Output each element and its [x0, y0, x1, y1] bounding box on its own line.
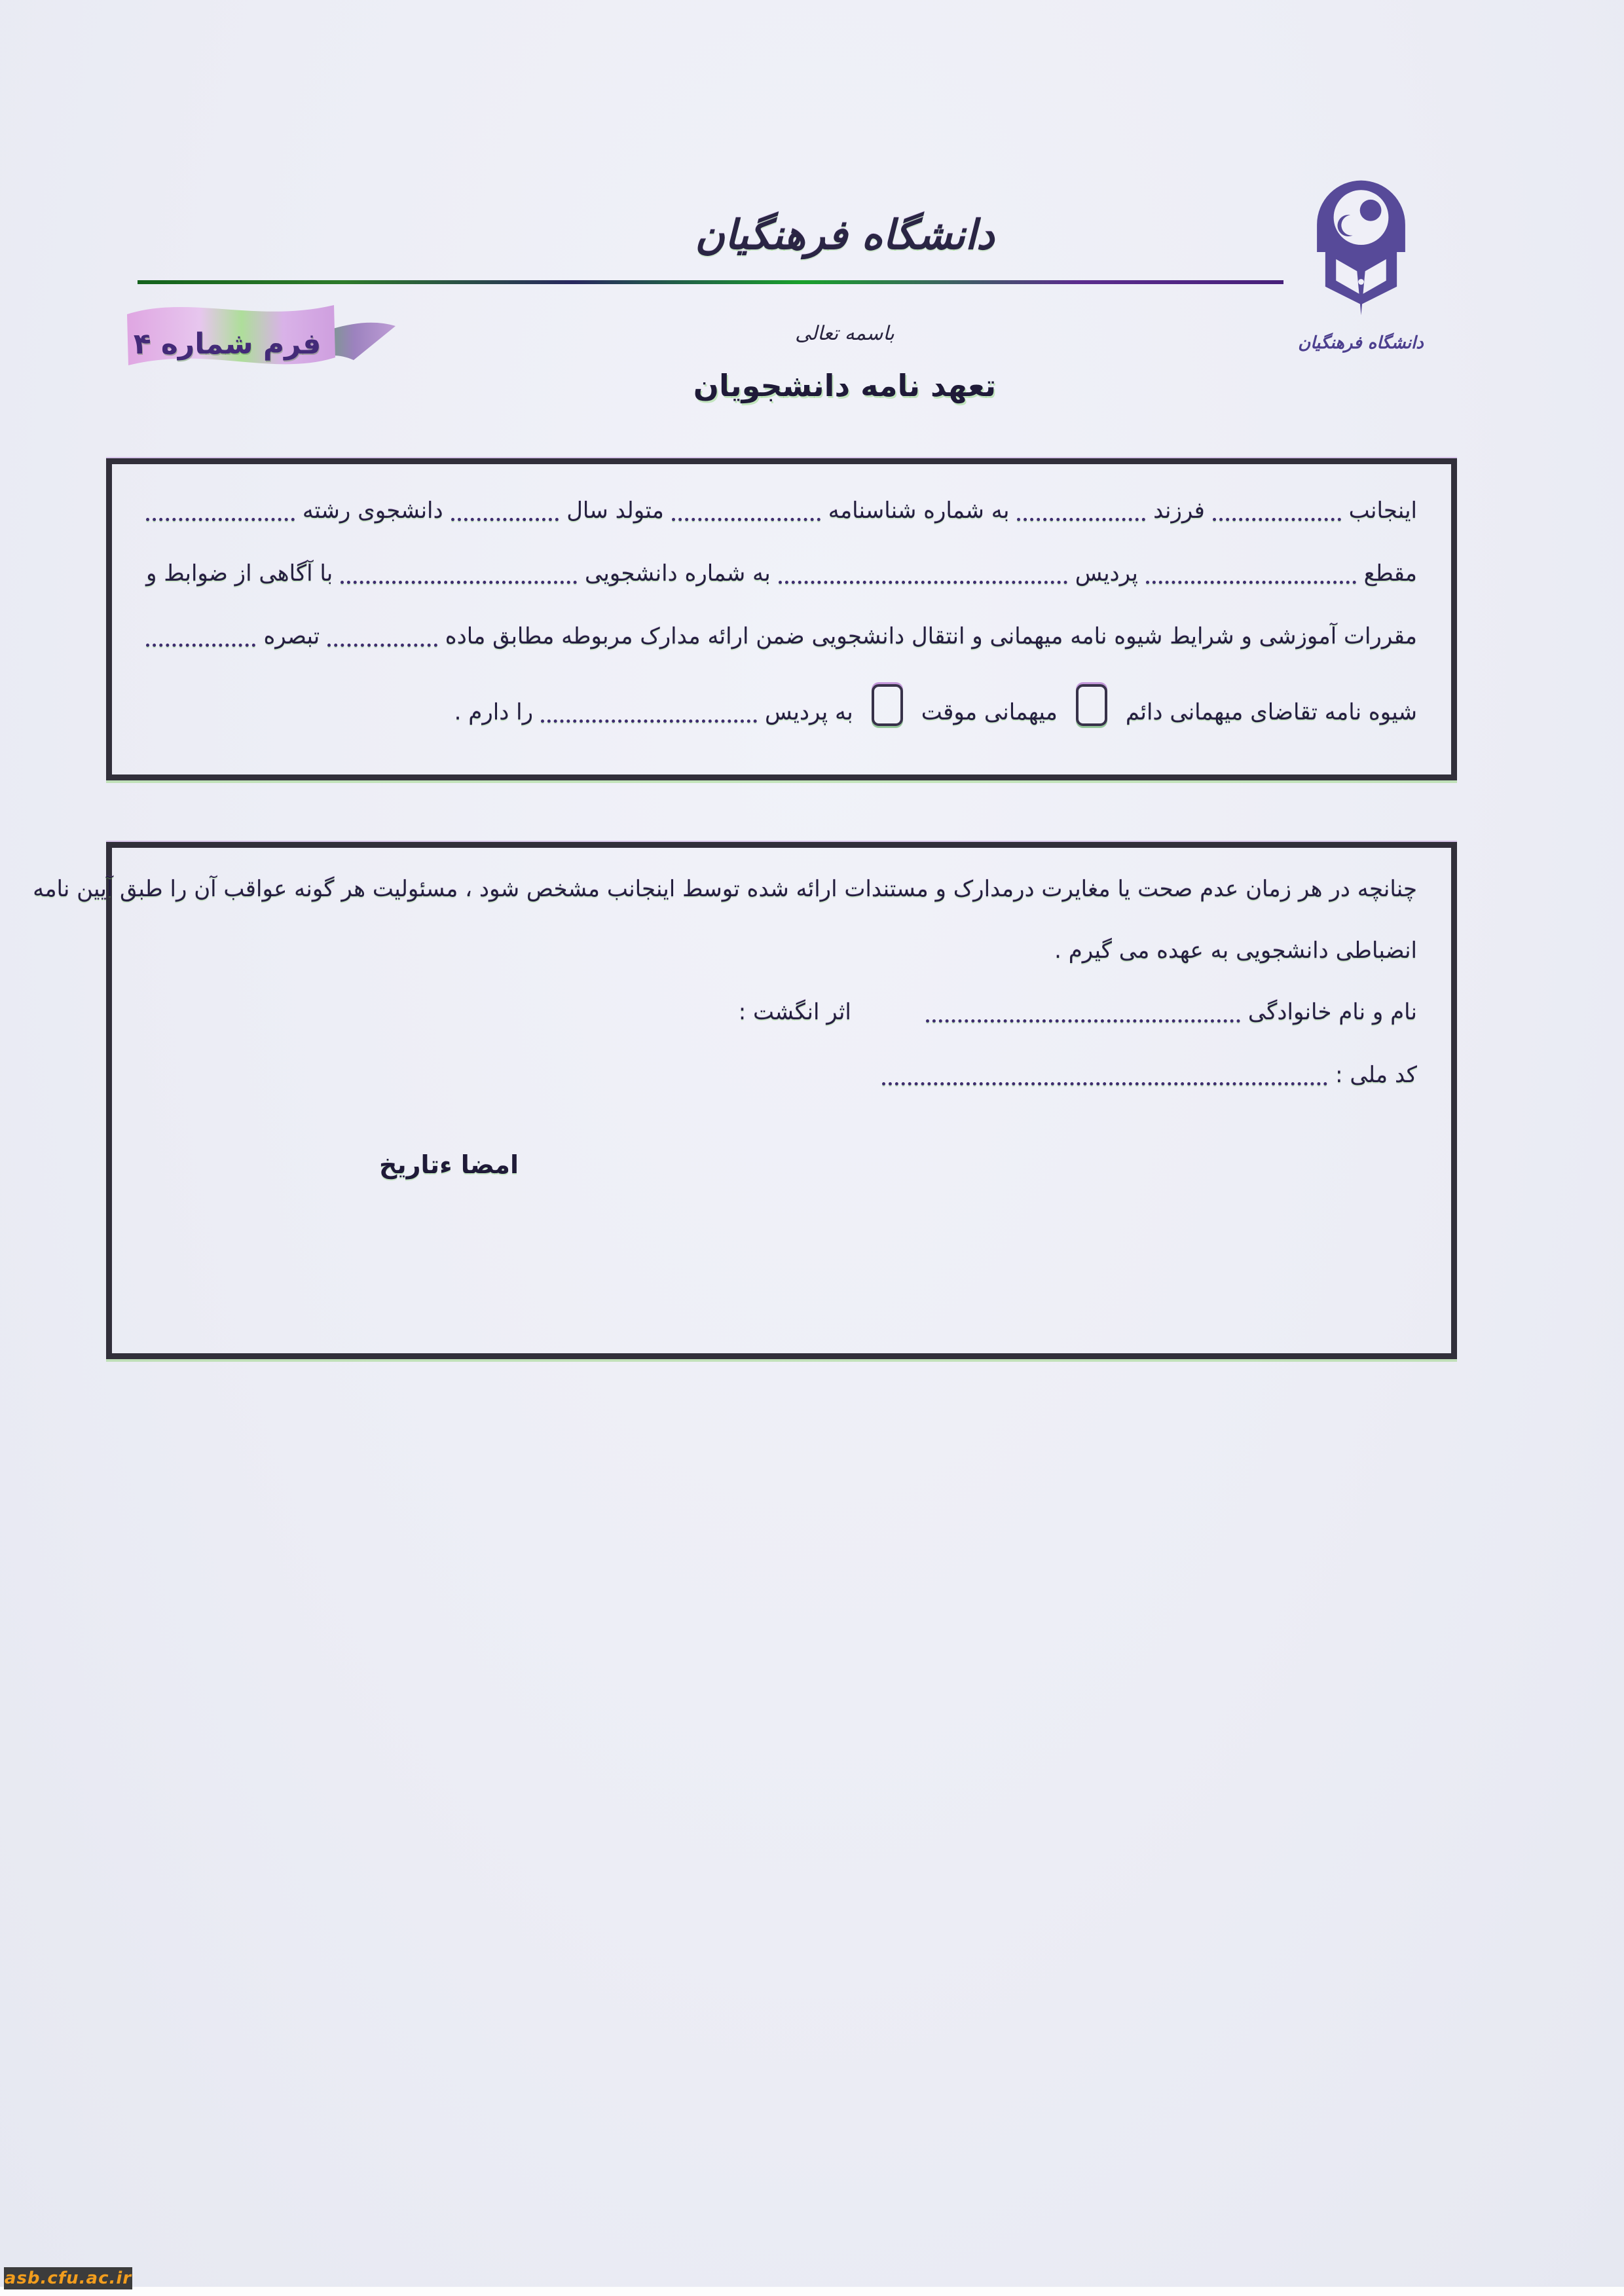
bismillah-text: باسمه تعالی: [795, 322, 895, 345]
form-number-label: فرم شماره ۴: [133, 327, 322, 361]
university-logo-block: [1289, 165, 1433, 353]
request-details-box: [106, 458, 1457, 780]
national-id-row: [146, 1060, 1417, 1090]
label-student-of-field: دانشجوی رشته: [302, 498, 443, 524]
label-national-id: کد ملی :: [1335, 1062, 1417, 1088]
blank-destination-campus: [541, 713, 757, 723]
label-campus: پردیس: [1075, 560, 1138, 587]
label-to-campus: به پردیس: [765, 699, 853, 725]
page-title: تعهد نامه دانشجویان: [693, 368, 997, 403]
label-student-number: به شماره دانشجویی: [585, 560, 771, 587]
label-full-name: نام و نام خانوادگی: [1247, 999, 1417, 1025]
request-line-1: [146, 496, 1417, 526]
blank-full-name: [1213, 511, 1341, 521]
blank-father-name: [1017, 511, 1145, 521]
commitment-paragraph-line-2: انضباطی دانشجویی به عهده می گیرم .: [1054, 938, 1417, 964]
commitment-paragraph-line-1: چنانچه در هر زمان عدم صحت یا مغایرت درمدارک و مستندات ارائه شده توسط اینجانب مشخص شود ، مسئولیت هر گونه عواقب آن را طبق آیین نامه: [33, 876, 1417, 902]
website-watermark: asb.cfu.ac.ir: [4, 2269, 132, 2288]
request-line-4: [146, 684, 1417, 727]
blank-field-of-study: [146, 511, 295, 521]
label-request-permanent-guest: شیوه نامه تقاضای میهمانی دائم: [1125, 699, 1417, 725]
label-temporary-guest: میهمانی موقت: [921, 699, 1058, 725]
university-name-script: دانشگاه فرهنگیان: [695, 211, 995, 259]
label-i-have: را دارم .: [454, 699, 534, 725]
label-fingerprint: اثر انگشت :: [738, 999, 851, 1025]
label-regulations: مقررات آموزشی و شرایط شیوه نامه میهمانی و انتقال دانشجویی ضمن ارائه مدارک مربوطه مطابق ماده: [445, 623, 1417, 649]
form-number-banner: [118, 289, 399, 394]
header-divider-line: [138, 280, 1283, 284]
checkbox-temporary-guest: [872, 684, 903, 726]
signature-date-label: امضا ءتاریخ: [379, 1150, 519, 1179]
blank-article-number: [327, 637, 437, 647]
commitment-box: [33, 842, 1457, 1359]
request-line-3: [146, 621, 1417, 651]
name-and-fingerprint-row: [146, 997, 1417, 1027]
label-degree-level: مقطع: [1363, 560, 1417, 587]
request-line-2: [146, 558, 1417, 589]
blank-id-number: [672, 511, 821, 521]
blank-student-number: [341, 574, 577, 584]
label-child-of: فرزند: [1153, 498, 1205, 524]
blank-campus: [779, 574, 1067, 584]
label-birth-year: متولد سال: [566, 498, 664, 524]
blank-national-id: [882, 1076, 1327, 1085]
blank-birth-year: [451, 511, 559, 521]
university-logo-icon: [1301, 165, 1422, 332]
label-undersigned: اینجانب: [1348, 498, 1417, 524]
blank-full-name-signature: [926, 1013, 1240, 1023]
blank-note-number: [146, 637, 256, 647]
logo-caption: دانشگاه فرهنگیان: [1298, 333, 1424, 353]
label-note: تبصره: [263, 623, 320, 649]
label-aware-of-rules: با آگاهی از ضوابط و: [146, 560, 333, 587]
label-id-number: به شماره شناسنامه: [828, 498, 1010, 524]
scan-bottom-strip: [0, 2287, 1624, 2296]
blank-degree-level: [1146, 574, 1356, 584]
checkbox-permanent-guest: [1076, 684, 1107, 726]
